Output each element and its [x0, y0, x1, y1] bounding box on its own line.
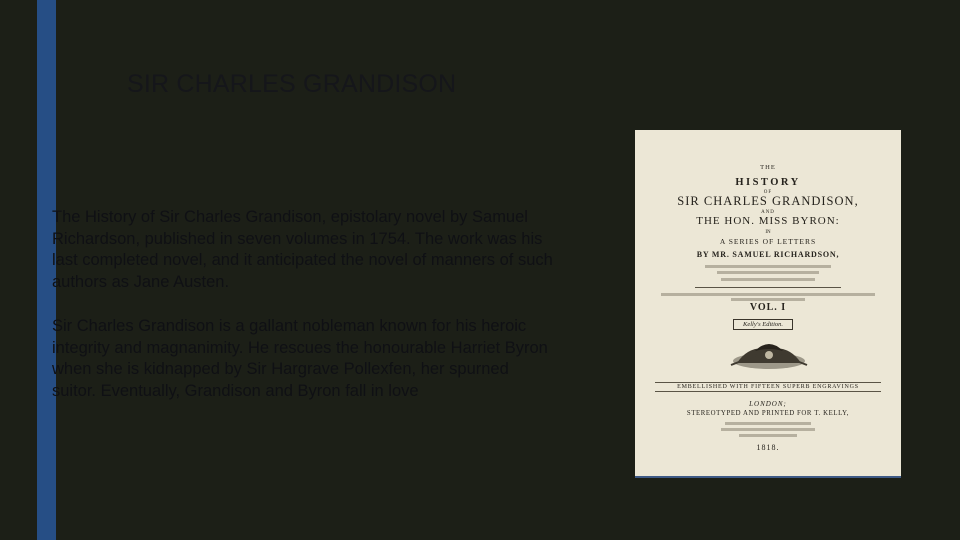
title-page-history: HISTORY: [735, 177, 801, 188]
title-page-edition: Kelly's Edition.: [733, 319, 793, 330]
fine-print-line: [725, 422, 811, 425]
ornament-vignette-icon: [727, 335, 811, 375]
fine-print-line: [717, 271, 819, 274]
title-page-volume: VOL. I: [749, 302, 787, 313]
title-page-hon: THE HON. MISS BYRON:: [696, 215, 840, 227]
title-page-printed: STEREOTYPED AND PRINTED FOR T. KELLY,: [686, 410, 850, 417]
body-paragraph-1: The History of Sir Charles Grandison, epistolary novel by Samuel Richardson, published in seven volumes in 1754. The work was his last completed novel, and it anticipated the novel of manners of such authors as Jane Austen.: [52, 208, 553, 291]
title-page-author: BY MR. SAMUEL RICHARDSON,: [696, 250, 840, 259]
fine-print-line: [739, 434, 797, 437]
body-paragraph-2: Sir Charles Grandison is a gallant nobleman known for his heroic integrity and magnanimity. He rescues the honourable Harriet Byron when she is kidnapped by Sir Hargrave Pollexfen, her spurned suitor. Eventually, Grandison and Byron fall in love: [52, 317, 548, 400]
title-page-embellished: EMBELLISHED WITH FIFTEEN SUPERB ENGRAVINGS: [655, 382, 881, 392]
title-page-the: THE: [760, 164, 776, 171]
slide-title: SIR CHARLES GRANDISON: [127, 70, 457, 98]
title-page-in: IN: [765, 230, 771, 235]
fine-print-line: [661, 293, 875, 296]
title-page-london: LONDON;: [749, 400, 787, 408]
title-page-year: 1818.: [756, 443, 780, 452]
slide-body: [52, 207, 557, 425]
book-title-page-image: [635, 130, 901, 478]
fine-print-line: [705, 265, 831, 268]
title-page-series: A SERIES OF LETTERS: [719, 237, 817, 246]
title-page-and: AND: [761, 210, 775, 215]
title-page-of: OF: [763, 190, 773, 195]
fine-print-line: [721, 278, 815, 281]
fine-print-line: [731, 298, 805, 301]
fine-print-line: [721, 428, 815, 431]
title-page-name: SIR CHARLES GRANDISON,: [677, 194, 859, 208]
divider-rule: [695, 287, 841, 288]
